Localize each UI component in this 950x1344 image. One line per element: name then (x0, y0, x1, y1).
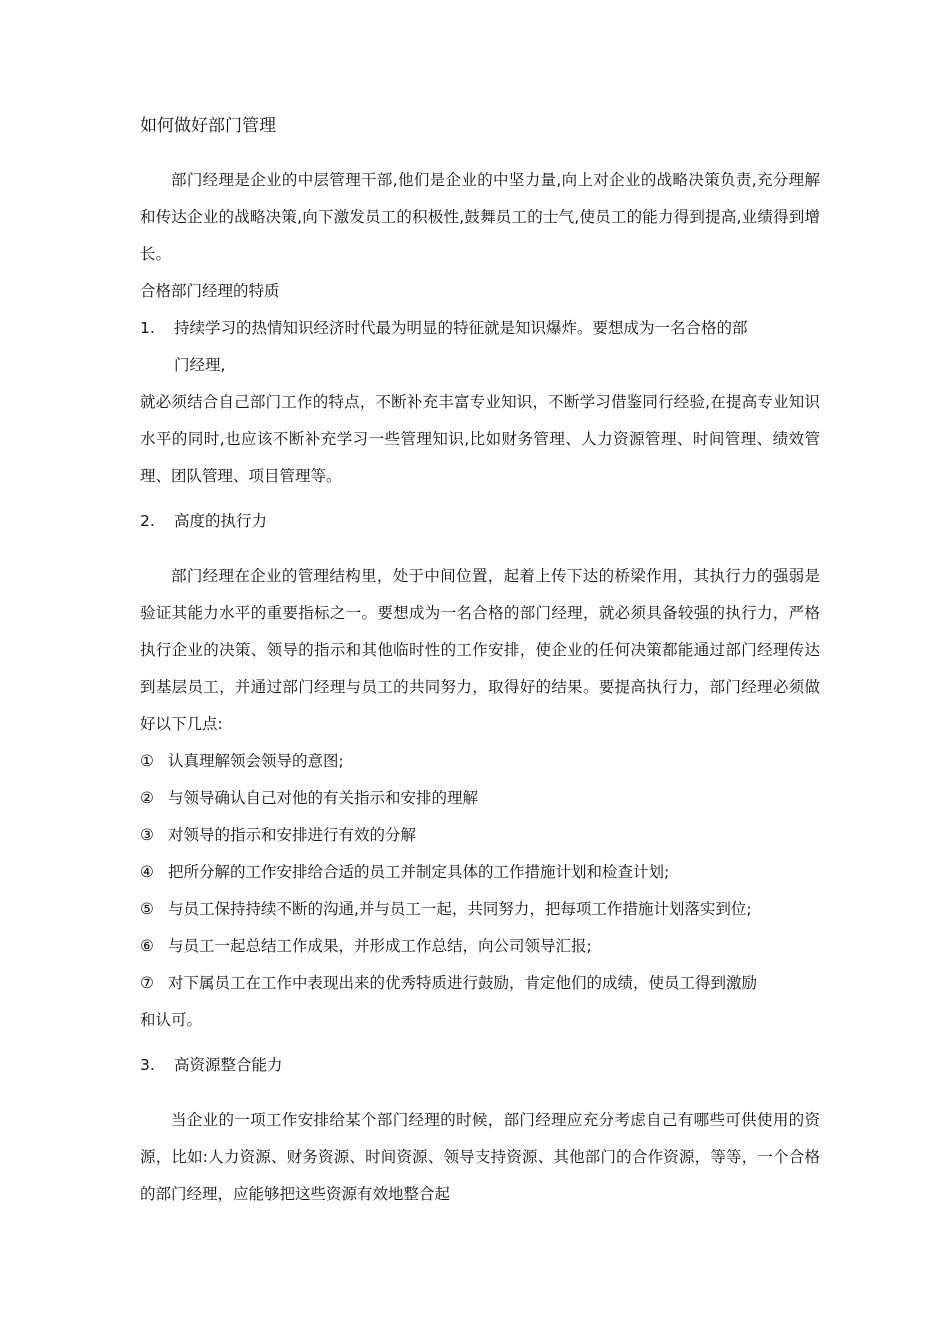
list-item-1-wrap (140, 347, 820, 384)
point-7 (140, 965, 820, 1002)
point-marker: ① (140, 752, 154, 770)
point-7-tail: 和认可。 (140, 1011, 203, 1029)
item1-continuation: 就必须结合自己部门工作的特点，不断补充丰富专业知识，不断学习借鉴同行经验,在提高专业知识水平的同时,也应该不断补充学习一些管理知识,比如财务管理、人力资源管理、时间管理、绩效管理、团队管理、项目管理等。 (140, 393, 820, 485)
point-text: 与员工保持持续不断的沟通,并与员工一起，共同努力，把每项工作措施计划落实到位; (168, 900, 752, 918)
list-item-text-wrap: 门经理, (174, 356, 226, 374)
point-6 (140, 928, 820, 965)
point-4 (140, 854, 820, 891)
point-5 (140, 891, 820, 928)
point-marker: ⑤ (140, 900, 154, 918)
point-text: 与员工一起总结工作成果，并形成工作总结，向公司领导汇报; (168, 937, 592, 955)
point-text: 把所分解的工作安排给合适的员工并制定具体的工作措施计划和检查计划; (168, 863, 670, 881)
point-1 (140, 743, 820, 780)
intro-paragraph: 部门经理是企业的中层管理干部,他们是企业的中坚力量,向上对企业的战略决策负责,充分理解和传达企业的战略决策,向下激发员工的积极性,鼓舞员工的士气,使员工的能力得到提高,业绩得到增长。 (140, 171, 820, 263)
point-3 (140, 817, 820, 854)
resources-paragraph: 当企业的一项工作安排给某个部门经理的时候，部门经理应充分考虑自己有哪些可供使用的资源，比如:人力资源、财务资源、时间资源、领导支持资源、其他部门的合作资源，等等，一个合格的部门经理，应能够把这些资源有效地整合起 (140, 1111, 820, 1203)
list-number: 2. (140, 512, 155, 530)
list-item-3 (140, 1047, 820, 1084)
point-marker: ④ (140, 863, 154, 881)
list-item-1 (140, 310, 820, 347)
list-item-2 (140, 503, 820, 540)
qualities-heading: 合格部门经理的特质 (140, 282, 280, 300)
point-text: 认真理解领会领导的意图; (168, 752, 344, 770)
point-marker: ③ (140, 826, 154, 844)
section-heading-execution: 高度的执行力 (174, 512, 268, 530)
list-item-text: 持续学习的热情知识经济时代最为明显的特征就是知识爆炸。要想成为一名合格的部 (174, 319, 748, 337)
execution-paragraph: 部门经理在企业的管理结构里，处于中间位置，起着上传下达的桥梁作用，其执行力的强弱是验证其能力水平的重要指标之一。要想成为一名合格的部门经理，就必须具备较强的执行力，严格执行企业的决策、领导的指示和其他临时性的工作安排，使企业的任何决策都能通过部门经理传达到基层员工，并通过部门经理与员工的共同努力，取得好的结果。要提高执行力，部门经理必须做好以下几点: (140, 567, 820, 733)
document-page (140, 112, 820, 1213)
point-text: 对领导的指示和安排进行有效的分解 (168, 826, 417, 844)
list-number: 1. (140, 319, 155, 337)
point-text: 与领导确认自己对他的有关指示和安排的理解 (168, 789, 479, 807)
point-marker: ② (140, 789, 154, 807)
point-marker: ⑦ (140, 974, 154, 992)
section-heading-resources: 高资源整合能力 (174, 1056, 283, 1074)
point-2 (140, 780, 820, 817)
list-number: 3. (140, 1056, 155, 1074)
point-text: 对下属员工在工作中表现出来的优秀特质进行鼓励，肯定他们的成绩，使员工得到激励 (168, 974, 758, 992)
point-marker: ⑥ (140, 937, 154, 955)
document-title: 如何做好部门管理 (140, 116, 276, 136)
